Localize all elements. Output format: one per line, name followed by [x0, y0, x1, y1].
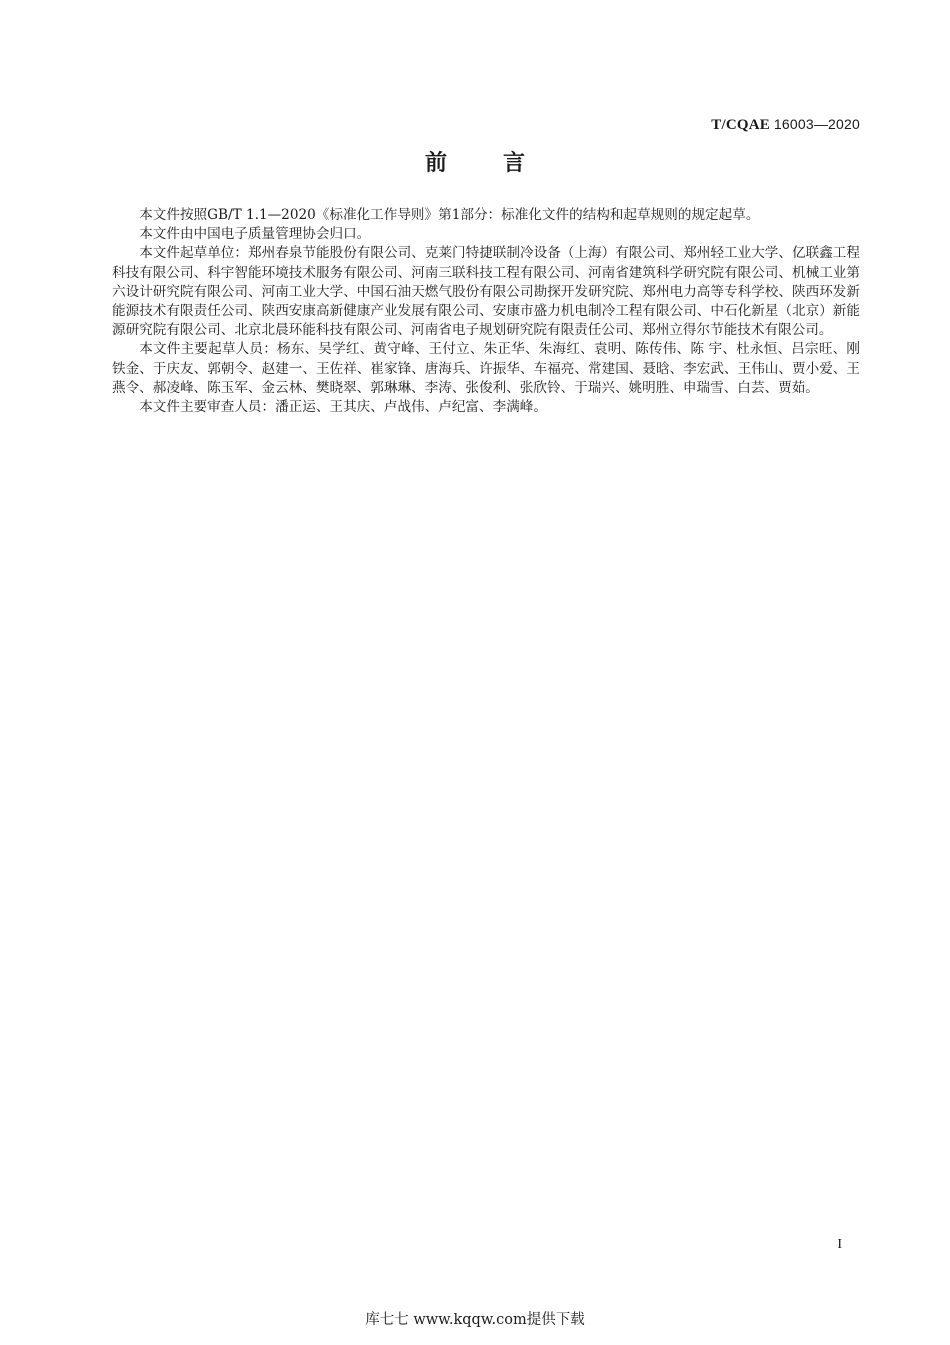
paragraph-reviewers: 本文件主要审查人员：潘正运、王其庆、卢战伟、卢纪富、李满峰。 — [139, 399, 547, 416]
paragraph-drafters: 本文件主要起草人员：杨东、吴学红、黄守峰、王付立、朱正华、朱海红、袁明、陈传伟、陈 宇、杜永恒、吕宗旺、刚铁金、于庆友、郭朝令、赵建一、王佐祥、崔家锋、唐海兵、许振华、车福亮、常建国、聂晗、李宏武、王伟山、贾小爱、王燕令、郝凌峰、陈玉军、金云林、樊晓翠、郭琳琳、李涛、张俊利、张欣铃、于瑞兴、姚明胜、申瑞雪、白芸、贾茹。 — [112, 341, 860, 396]
paragraph-drafting-units: 本文件起草单位：郑州春泉节能股份有限公司、克莱门特捷联制冷设备（上海）有限公司、郑州轻工业大学、亿联鑫工程科技有限公司、科宇智能环境技术服务有限公司、河南三联科技工程有限公司、河南省建筑科学研究院有限公司、机械工业第六设计研究院有限公司、河南工业大学、中国石油天燃气股份有限公司勘探开发研究院、郑州电力高等专科学校、陕西环发新能源技术有限责任公司、陕西安康高新健康产业发展有限公司、安康市盛力机电制冷工程有限公司、中石化新星（北京）新能源研究院有限公司、北京北晨环能科技有限公司、河南省电子规划研究院有限责任公司、郑州立得尔节能技术有限公司。 — [112, 245, 860, 339]
page-number: I — [837, 1237, 842, 1252]
standard-code — [711, 116, 860, 134]
paragraph-administering-body: 本文件由中国电子质量管理协会归口。 — [139, 226, 371, 243]
footer-download-note: 库七七 www.kqqw.com提供下载 — [365, 1312, 585, 1328]
standard-code-number: 16003—2020 — [773, 116, 860, 132]
paragraph-drafting-basis: 本文件按照GB/T 1.1—2020《标准化工作导则》第1部分：标准化文件的结构和起草规则的规定起草。 — [139, 207, 760, 223]
page-title: 前言 — [424, 151, 581, 176]
standard-code-prefix: T/CQAE — [711, 117, 770, 133]
foreword-body — [112, 206, 860, 417]
